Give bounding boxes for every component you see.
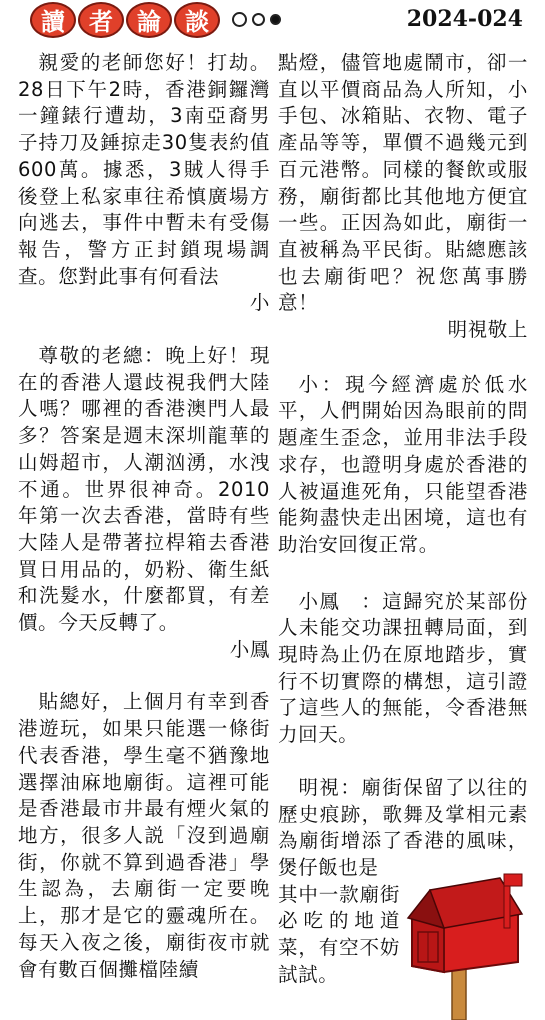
- editor-reply-2: 小鳳 ：這歸究於某部份人未能交功課扭轉局面，到現時為止仍在原地踏步，實行不切實際的構想，這引證了這些人的無能，令香港無力回天。: [278, 589, 528, 747]
- letter-2-signature: 小鳳: [229, 637, 270, 661]
- editor-reply-3: 明視：廟街保留了以往的歷史痕跡，歌舞及掌相元素為廟街增添了香港的風味，煲仔飯也是: [278, 775, 528, 879]
- mailbox-illustration-icon: [400, 870, 530, 1020]
- editor-reply-3-end: 其中一款廟街必吃的地道菜，有空不妨試試。: [278, 882, 400, 986]
- circle-icon: [232, 12, 247, 27]
- editor-reply-1: 小：現今經濟處於低水平，人們開始因為眼前的問題產生歪念，並用非法手段求存，也證明身處於香港的人被逼進死角，只能望香港能夠盡快走出困境，這也有助治安回復正常。: [278, 372, 528, 556]
- column-title-badges: [30, 2, 220, 38]
- letter-1-signature: 小: [249, 291, 270, 315]
- title-badge: 者: [78, 2, 124, 38]
- circle-icon: [252, 13, 265, 26]
- letter-3-signature: 明視敬上: [447, 318, 528, 342]
- reader-letter-2: 尊敬的老總：晚上好！現在的香港人還歧視我們大陸人嗎？哪裡的香港澳門人最多？答案是週末深圳龍華的山姆超市，人潮汹湧，水洩不通。世界很神奇。2010年第一次去香港，當時有些大陸人是帶著拉桿箱去香港買日用品的，奶粉、衛生紙和洗髮水，什麼都買，有差價。今天反轉了。: [18, 344, 270, 635]
- left-column: [18, 50, 270, 983]
- reader-letter-1: 親愛的老師您好！打劫。28日下午2時，香港銅鑼灣一鐘錶行遭劫，3南亞裔男子持刀及錘掠走30隻表約值600萬。據悉，3賊人得手後登上私家車往希慎廣場方向逃去，事件中暫未有受傷報告，警方正封鎖現場調查。您對此事有何看法: [18, 51, 270, 288]
- issue-number: 2024-024: [406, 6, 523, 32]
- title-badge: 論: [126, 2, 172, 38]
- filled-circle-icon: [270, 14, 281, 25]
- column-header: [0, 0, 545, 40]
- reader-letter-3-continued: 點燈，儘管地處鬧市，卻一直以平價商品為人所知，小手包、冰箱貼、衣物、電子產品等等，單價不過幾元到百元港幣。同樣的餐飲或服務，廟街都比其他地方便宜一些。正因為如此，廟街一直被稱為平民街。貼總應該也去廟街吧？祝您萬事勝意！: [278, 51, 528, 315]
- reader-letter-3: 貼總好，上個月有幸到香港遊玩，如果只能選一條街代表香港，學生毫不猶豫地選擇油麻地廟街。這裡可能是香港最市井最有煙火氣的地方，很多人説「沒到過廟街，你就不算到過香港」學生認為，去廟街一定要晚上，那才是它的靈魂所在。每天入夜之後，廟街夜市就會有數百個攤檔陸續: [18, 690, 270, 981]
- title-badge: 讀: [30, 2, 76, 38]
- decorative-dots-icon: [232, 12, 281, 27]
- right-column: [278, 50, 528, 989]
- title-badge: 談: [174, 2, 220, 38]
